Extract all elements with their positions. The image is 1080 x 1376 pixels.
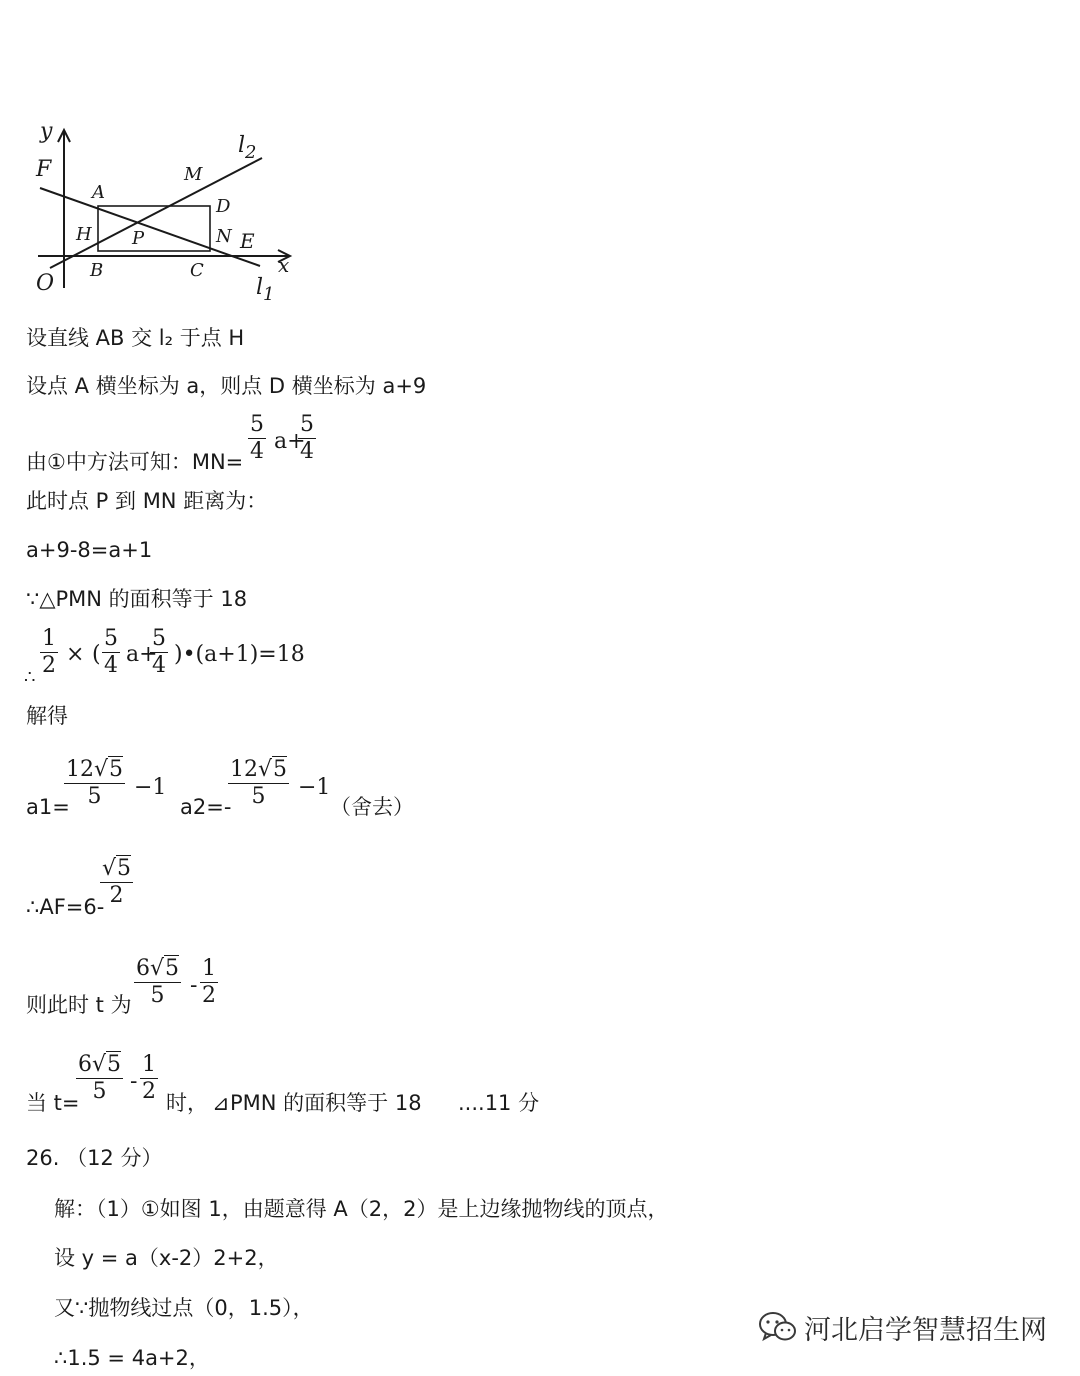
solution-line-1: 解：（1）①如图 1，由题意得 A（2，2）是上边缘抛物线的顶点， bbox=[54, 1197, 669, 1221]
denominator: 2 bbox=[142, 1079, 156, 1104]
text-line-3-prefix: 由①中方法可知：MN= bbox=[26, 450, 244, 474]
fraction-t-d bbox=[140, 1052, 158, 1105]
minus-sign: - bbox=[190, 973, 198, 998]
text-line-4: 此时点 P 到 MN 距离为： bbox=[26, 489, 268, 513]
numerator: 6√5 bbox=[136, 956, 180, 981]
label-O: O bbox=[36, 271, 55, 296]
fraction-t-c bbox=[76, 1052, 123, 1105]
numerator: 12√5 bbox=[66, 757, 124, 782]
solution-line-4: ∴1.5 = 4a+2， bbox=[54, 1346, 210, 1370]
a1-tail: −1 bbox=[134, 775, 167, 800]
area-statement: PMN 的面积等于 18 bbox=[230, 1091, 422, 1115]
wechat-icon bbox=[758, 1311, 798, 1345]
numerator: 12√5 bbox=[230, 757, 288, 782]
coefficient: 6 bbox=[136, 956, 150, 981]
question-26-heading: 26. （12 分） bbox=[26, 1146, 163, 1170]
denominator: 4 bbox=[152, 653, 166, 678]
label-l1 bbox=[256, 275, 275, 305]
fraction-5-4-b bbox=[298, 412, 316, 465]
text-line-3-mid: a+ bbox=[274, 429, 306, 454]
fraction-5-4-d bbox=[150, 626, 168, 679]
solution-line-3: 又∵抛物线过点（0，1.5）， bbox=[54, 1296, 314, 1320]
denominator: 5 bbox=[92, 1079, 107, 1104]
watermark bbox=[758, 1308, 1047, 1347]
label-P: P bbox=[132, 228, 145, 249]
label-E: E bbox=[240, 229, 255, 253]
numerator: 1 bbox=[42, 626, 56, 651]
label-B: B bbox=[90, 260, 104, 281]
a2-label: a2=- bbox=[180, 795, 232, 819]
numerator: √5 bbox=[102, 856, 132, 881]
geometry-figure bbox=[28, 118, 308, 308]
fraction-a2 bbox=[228, 757, 289, 810]
solution-line-2: 设 y = a（x-2）2+2， bbox=[54, 1246, 279, 1270]
coefficient: 12 bbox=[66, 757, 94, 782]
af-label: ∴AF=6- bbox=[26, 895, 105, 919]
discard-note: （舍去） bbox=[330, 795, 414, 819]
triangle-symbol: ⊿ bbox=[212, 1091, 230, 1115]
text-line-7-mid: a+ bbox=[126, 642, 158, 667]
fraction-t-a bbox=[134, 956, 181, 1009]
open-paren: ( bbox=[92, 642, 101, 667]
watermark-text: 河北启学智慧招生网 bbox=[804, 1315, 1047, 1346]
text-line-8: 解得 bbox=[26, 704, 68, 728]
denominator: 2 bbox=[202, 983, 216, 1008]
numerator: 1 bbox=[142, 1052, 156, 1077]
label-C: C bbox=[190, 260, 204, 281]
label-l1-main: l bbox=[256, 275, 264, 300]
numerator: 5 bbox=[300, 412, 314, 437]
label-l1-sub: 1 bbox=[263, 284, 275, 305]
coefficient: 6 bbox=[78, 1052, 92, 1077]
text-line-2: 设点 A 横坐标为 a，则点 D 横坐标为 a+9 bbox=[26, 374, 427, 398]
radicand: 5 bbox=[165, 956, 180, 981]
label-l2-main: l bbox=[238, 133, 246, 158]
denominator: 5 bbox=[150, 983, 165, 1008]
coefficient: 12 bbox=[230, 757, 258, 782]
fraction-a1 bbox=[64, 757, 125, 810]
score-note: ....11 分 bbox=[458, 1091, 540, 1115]
label-H: H bbox=[76, 224, 92, 245]
when-t-prefix: 当 t= bbox=[26, 1091, 80, 1115]
fraction-t-b bbox=[200, 956, 218, 1009]
therefore-symbol: ∴ bbox=[24, 667, 36, 688]
a1-label: a1= bbox=[26, 795, 70, 819]
label-l2 bbox=[238, 133, 257, 163]
when-suffix: 时， bbox=[166, 1091, 208, 1115]
fraction-5-4-a bbox=[248, 412, 266, 465]
minus-sign: - bbox=[130, 1069, 138, 1094]
label-F: F bbox=[36, 157, 52, 182]
text-line-7-rest: )•(a+1)=18 bbox=[174, 642, 305, 667]
t-value-prefix: 则此时 t 为 bbox=[26, 993, 132, 1017]
denominator: 2 bbox=[109, 883, 124, 908]
denominator: 4 bbox=[300, 439, 314, 464]
label-l2-sub: 2 bbox=[245, 142, 257, 163]
numerator: 5 bbox=[250, 412, 264, 437]
radicand: 5 bbox=[107, 1052, 122, 1077]
denominator: 4 bbox=[250, 439, 264, 464]
radicand: 5 bbox=[109, 757, 124, 782]
numerator: 6√5 bbox=[78, 1052, 122, 1077]
numerator: 1 bbox=[202, 956, 216, 981]
label-y: y bbox=[40, 119, 53, 144]
fraction-half bbox=[40, 626, 58, 679]
numerator: 5 bbox=[152, 626, 166, 651]
label-D: D bbox=[216, 196, 231, 217]
fraction-5-4-c bbox=[102, 626, 120, 679]
denominator: 5 bbox=[87, 784, 102, 809]
text-line-6: ∵△PMN 的面积等于 18 bbox=[26, 587, 248, 611]
fraction-af bbox=[100, 856, 133, 909]
numerator: 5 bbox=[104, 626, 118, 651]
text-line-5: a+9-8=a+1 bbox=[26, 538, 153, 562]
label-N: N bbox=[216, 226, 232, 247]
text-line-1: 设直线 AB 交 l₂ 于点 H bbox=[26, 326, 245, 350]
radicand: 5 bbox=[273, 757, 288, 782]
times-sign: × bbox=[66, 642, 85, 667]
a2-tail: −1 bbox=[298, 775, 331, 800]
label-M: M bbox=[184, 164, 203, 185]
label-A: A bbox=[92, 182, 105, 203]
denominator: 2 bbox=[42, 653, 56, 678]
denominator: 4 bbox=[104, 653, 118, 678]
label-x: x bbox=[278, 253, 290, 277]
denominator: 5 bbox=[251, 784, 266, 809]
radicand: 5 bbox=[117, 856, 132, 881]
